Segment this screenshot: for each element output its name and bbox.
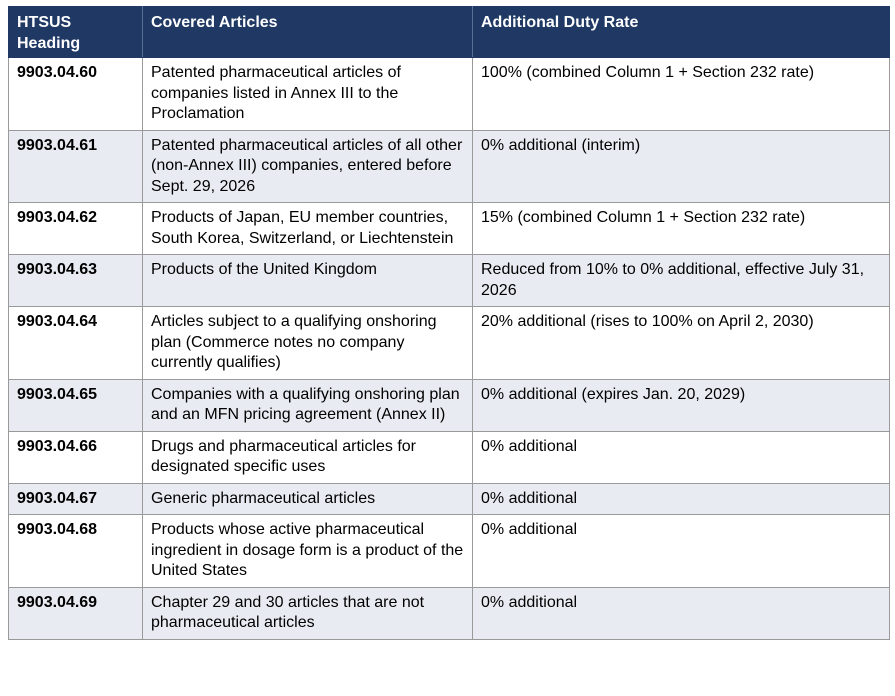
heading-cell: 9903.04.60: [9, 58, 143, 131]
header-htsus-heading: HTSUS Heading: [9, 7, 143, 58]
heading-cell: 9903.04.66: [9, 431, 143, 483]
rate-cell: Reduced from 10% to 0% additional, effective July 31, 2026: [473, 255, 890, 307]
rate-cell: 0% additional (interim): [473, 130, 890, 203]
rate-cell: 15% (combined Column 1 + Section 232 rate): [473, 203, 890, 255]
articles-cell: Chapter 29 and 30 articles that are not pharmaceutical articles: [143, 587, 473, 639]
articles-cell: Companies with a qualifying onshoring plan and an MFN pricing agreement (Annex II): [143, 379, 473, 431]
table-row: [9, 58, 890, 131]
table-row: [9, 379, 890, 431]
rate-cell: 0% additional (expires Jan. 20, 2029): [473, 379, 890, 431]
heading-cell: 9903.04.64: [9, 307, 143, 380]
heading-cell: 9903.04.63: [9, 255, 143, 307]
articles-cell: Products of Japan, EU member countries, South Korea, Switzerland, or Liechtenstein: [143, 203, 473, 255]
articles-cell: Patented pharmaceutical articles of companies listed in Annex III to the Proclamation: [143, 58, 473, 131]
articles-cell: Drugs and pharmaceutical articles for designated specific uses: [143, 431, 473, 483]
rate-cell: 0% additional: [473, 431, 890, 483]
heading-cell: 9903.04.67: [9, 483, 143, 515]
table-row: [9, 515, 890, 588]
articles-cell: Articles subject to a qualifying onshoring plan (Commerce notes no company currently qualifies): [143, 307, 473, 380]
table-body: [9, 58, 890, 640]
table-row: [9, 431, 890, 483]
table-row: [9, 307, 890, 380]
articles-cell: Patented pharmaceutical articles of all other (non-Annex III) companies, entered before Sept. 29, 2026: [143, 130, 473, 203]
duty-rate-table: [8, 6, 890, 640]
table-row: [9, 203, 890, 255]
articles-cell: Products of the United Kingdom: [143, 255, 473, 307]
table-row: [9, 483, 890, 515]
rate-cell: 0% additional: [473, 515, 890, 588]
heading-cell: 9903.04.62: [9, 203, 143, 255]
table-header: [9, 7, 890, 58]
heading-cell: 9903.04.69: [9, 587, 143, 639]
articles-cell: Products whose active pharmaceutical ingredient in dosage form is a product of the United States: [143, 515, 473, 588]
rate-cell: 20% additional (rises to 100% on April 2, 2030): [473, 307, 890, 380]
rate-cell: 0% additional: [473, 483, 890, 515]
table-row: [9, 130, 890, 203]
rate-cell: 100% (combined Column 1 + Section 232 rate): [473, 58, 890, 131]
header-covered-articles: Covered Articles: [143, 7, 473, 58]
header-row: [9, 7, 890, 58]
heading-cell: 9903.04.68: [9, 515, 143, 588]
heading-cell: 9903.04.65: [9, 379, 143, 431]
header-additional-duty-rate: Additional Duty Rate: [473, 7, 890, 58]
table-row: [9, 587, 890, 639]
table-row: [9, 255, 890, 307]
articles-cell: Generic pharmaceutical articles: [143, 483, 473, 515]
heading-cell: 9903.04.61: [9, 130, 143, 203]
rate-cell: 0% additional: [473, 587, 890, 639]
